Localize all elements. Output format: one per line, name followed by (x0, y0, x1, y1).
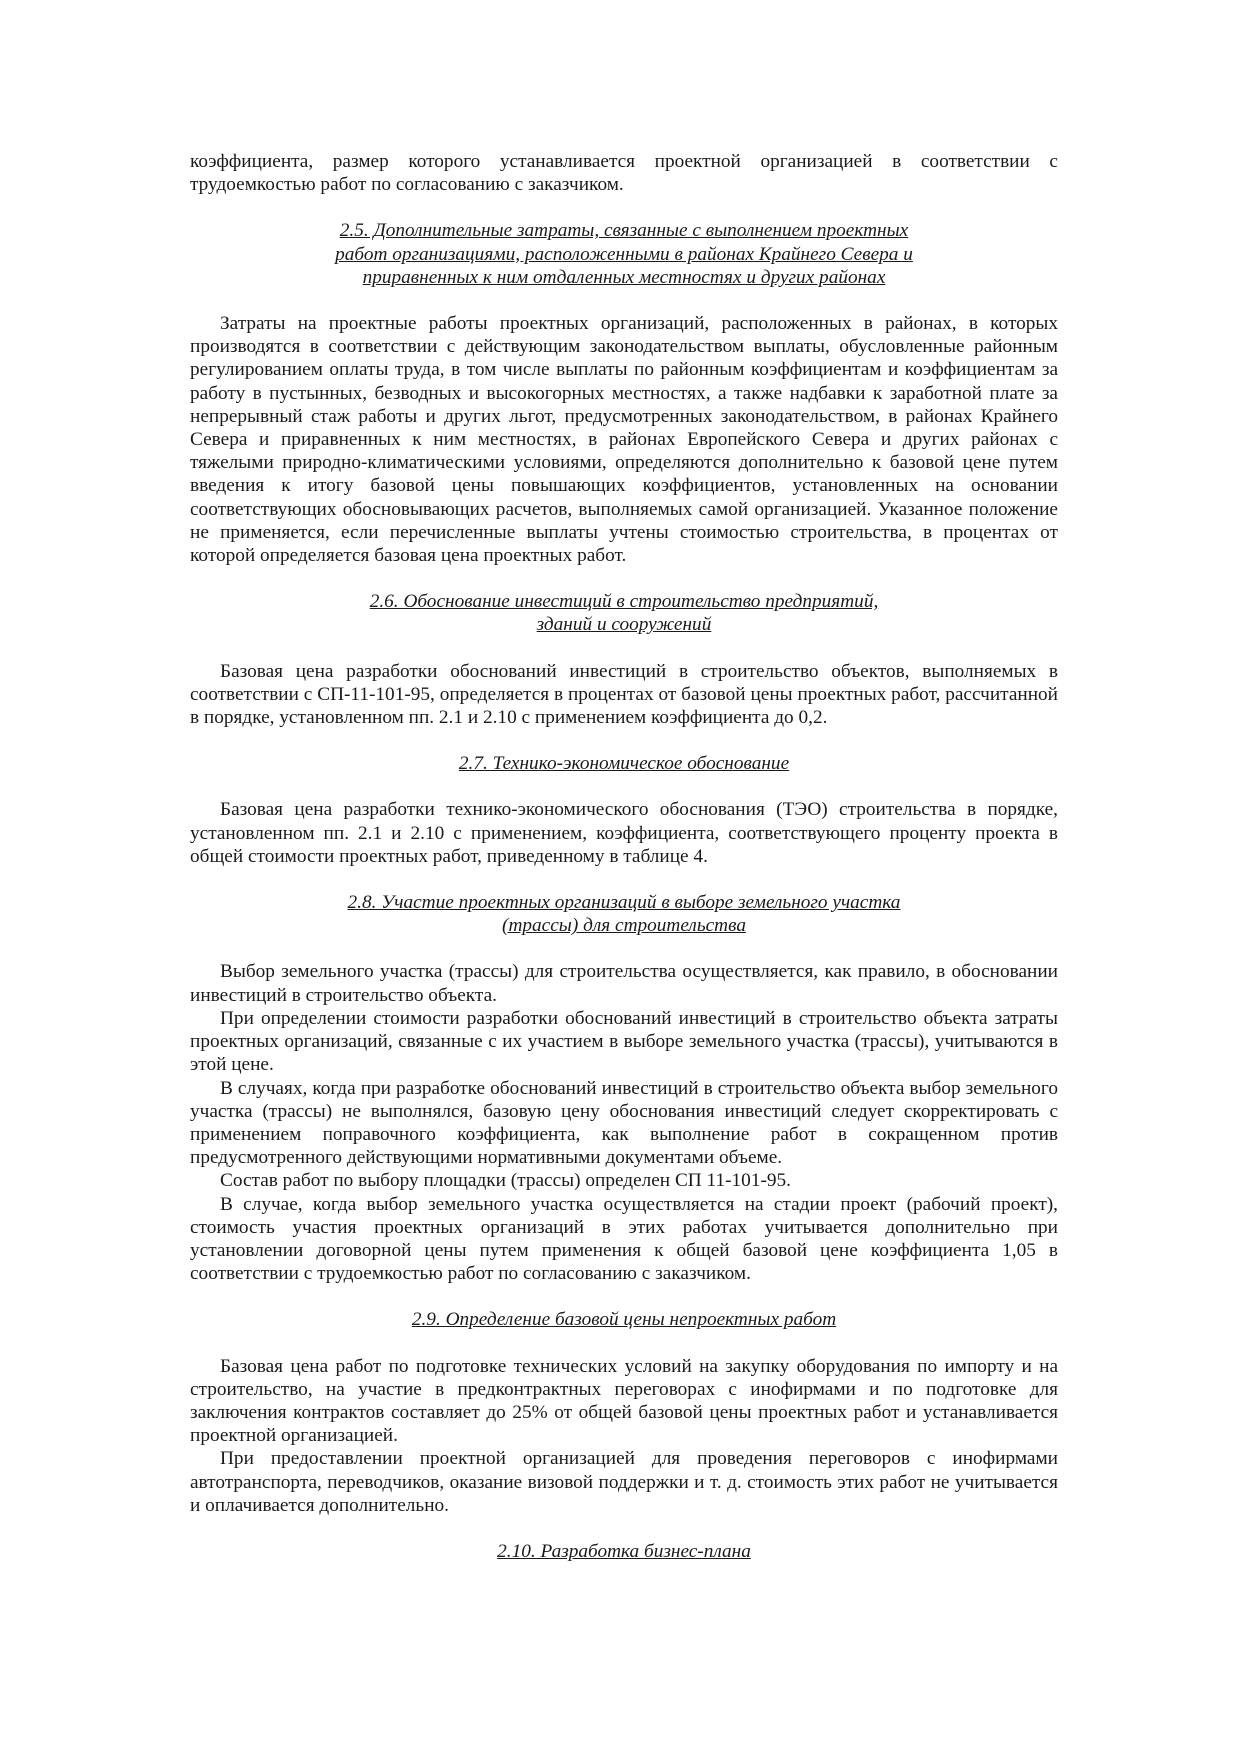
paragraph: Затраты на проектные работы проектных организаций, расположенных в районах, в которых производятся в соответствии с действующим законодательством выплаты, обусловленные районным регулированием оплаты труда, в том числе выплаты по районным коэффициентам и коэффициентам за работу в пустынных, безводных и высокогорных местностях, а также надбавки к заработной плате за непрерывный стаж работы и других льгот, предусмотренных законодательством, в районах Крайнего Севера и приравненных к ним местностях, в районах Европейского Севера и других районах с тяжелыми природно-климатическими условиями, определяются дополнительно к базовой цене путем введения к итогу базовой цены повышающих коэффициентов, установленных на основании соответствующих обосновывающих расчетов, выполняемых самой организацией. Указанное положение не применяется, если перечисленные выплаты учтены стоимостью строительства, в процентах от которой определяется базовая цена проектных работ. (190, 313, 1058, 567)
paragraph: При предоставлении проектной организацией для проведения переговоров с инофирмами автотранспорта, переводчиков, оказание визовой поддержки и т. д. стоимость этих работ не учитывается и оплачивается дополнительно. (190, 1448, 1058, 1516)
paragraph: Базовая цена разработки обоснований инвестиций в строительство объектов, выполняемых в соответствии с СП-11-101-95, определяется в процентах от базовой цены проектных работ, рассчитанной в порядке, установленном пп. 2.1 и 2.10 с применением коэффициента до 0,2. (190, 660, 1058, 729)
paragraph: В случае, когда выбор земельного участка осуществляется на стадии проект (рабочий проект), стоимость участия проектных организаций в этих работах учитывается дополнительно при установлении договорной цены путем применения к общей базовой цене коэффициента 1,05 в соответствии с трудоемкостью работ по согласованию с заказчиком. (190, 1193, 1058, 1285)
paragraph: Базовая цена разработки технико-экономического обоснования (ТЭО) строительства в порядке, установленном пп. 2.1 и 2.10 с применением, коэффициента, соответствующего проценту проекта в общей стоимости проектных работ, приведенному в таблице 4. (190, 799, 1058, 867)
section-heading-2-9: 2.9. Определение базовой цены непроектных работ (411, 1309, 837, 1331)
intro-paragraph: коэффициента, размер которого устанавливается проектной организацией в соответствии с трудоемкостью работ по согласованию с заказчиком. (190, 151, 1058, 196)
paragraph: Состав работ по выбору площадки (трассы) определен СП 11-101-95. (220, 1170, 791, 1192)
section-heading-2-5: 2.5. Дополнительные затраты, связанные с выполнением проектных работ организациями, расположенными в районах Крайнего Севера и приравненных к ним отдаленных местностях и других районах (335, 220, 913, 288)
paragraph: При определении стоимости разработки обоснований инвестиций в строительство объекта затраты проектных организаций, связанные с их участием в выборе земельного участка (трассы), учитываются в этой цене. (190, 1007, 1058, 1076)
section-heading-2-10: 2.10. Разработка бизнес-плана (497, 1540, 751, 1562)
paragraph: В случаях, когда при разработке обоснований инвестиций в строительство объекта выбор земельного участка (трассы) не выполнялся, базовую цену обоснования инвестиций следует скорректировать с применением поправочного коэффициента, как выполнение работ в сокращенном против предусмотренного действующими нормативными документами объеме. (190, 1077, 1058, 1169)
paragraph: Выбор земельного участка (трассы) для строительства осуществляется, как правило, в обосновании инвестиций в строительство объекта. (190, 961, 1058, 1006)
paragraph: Базовая цена работ по подготовке технических условий на закупку оборудования по импорту и на строительство, на участие в предконтрактных переговорах с инофирмами и по подготовке для заключения контрактов составляет до 25% от общей базовой цены проектных работ и устанавливается проектной организацией. (190, 1355, 1058, 1447)
section-heading-2-7: 2.7. Технико-экономическое обоснование (458, 753, 790, 775)
document-page (190, 150, 1058, 1563)
section-heading-2-6: 2.6. Обоснование инвестиций в строительство предприятий, зданий и сооружений (369, 591, 879, 636)
section-heading-2-8: 2.8. Участие проектных организаций в выборе земельного участка (трассы) для строительства (347, 892, 901, 937)
